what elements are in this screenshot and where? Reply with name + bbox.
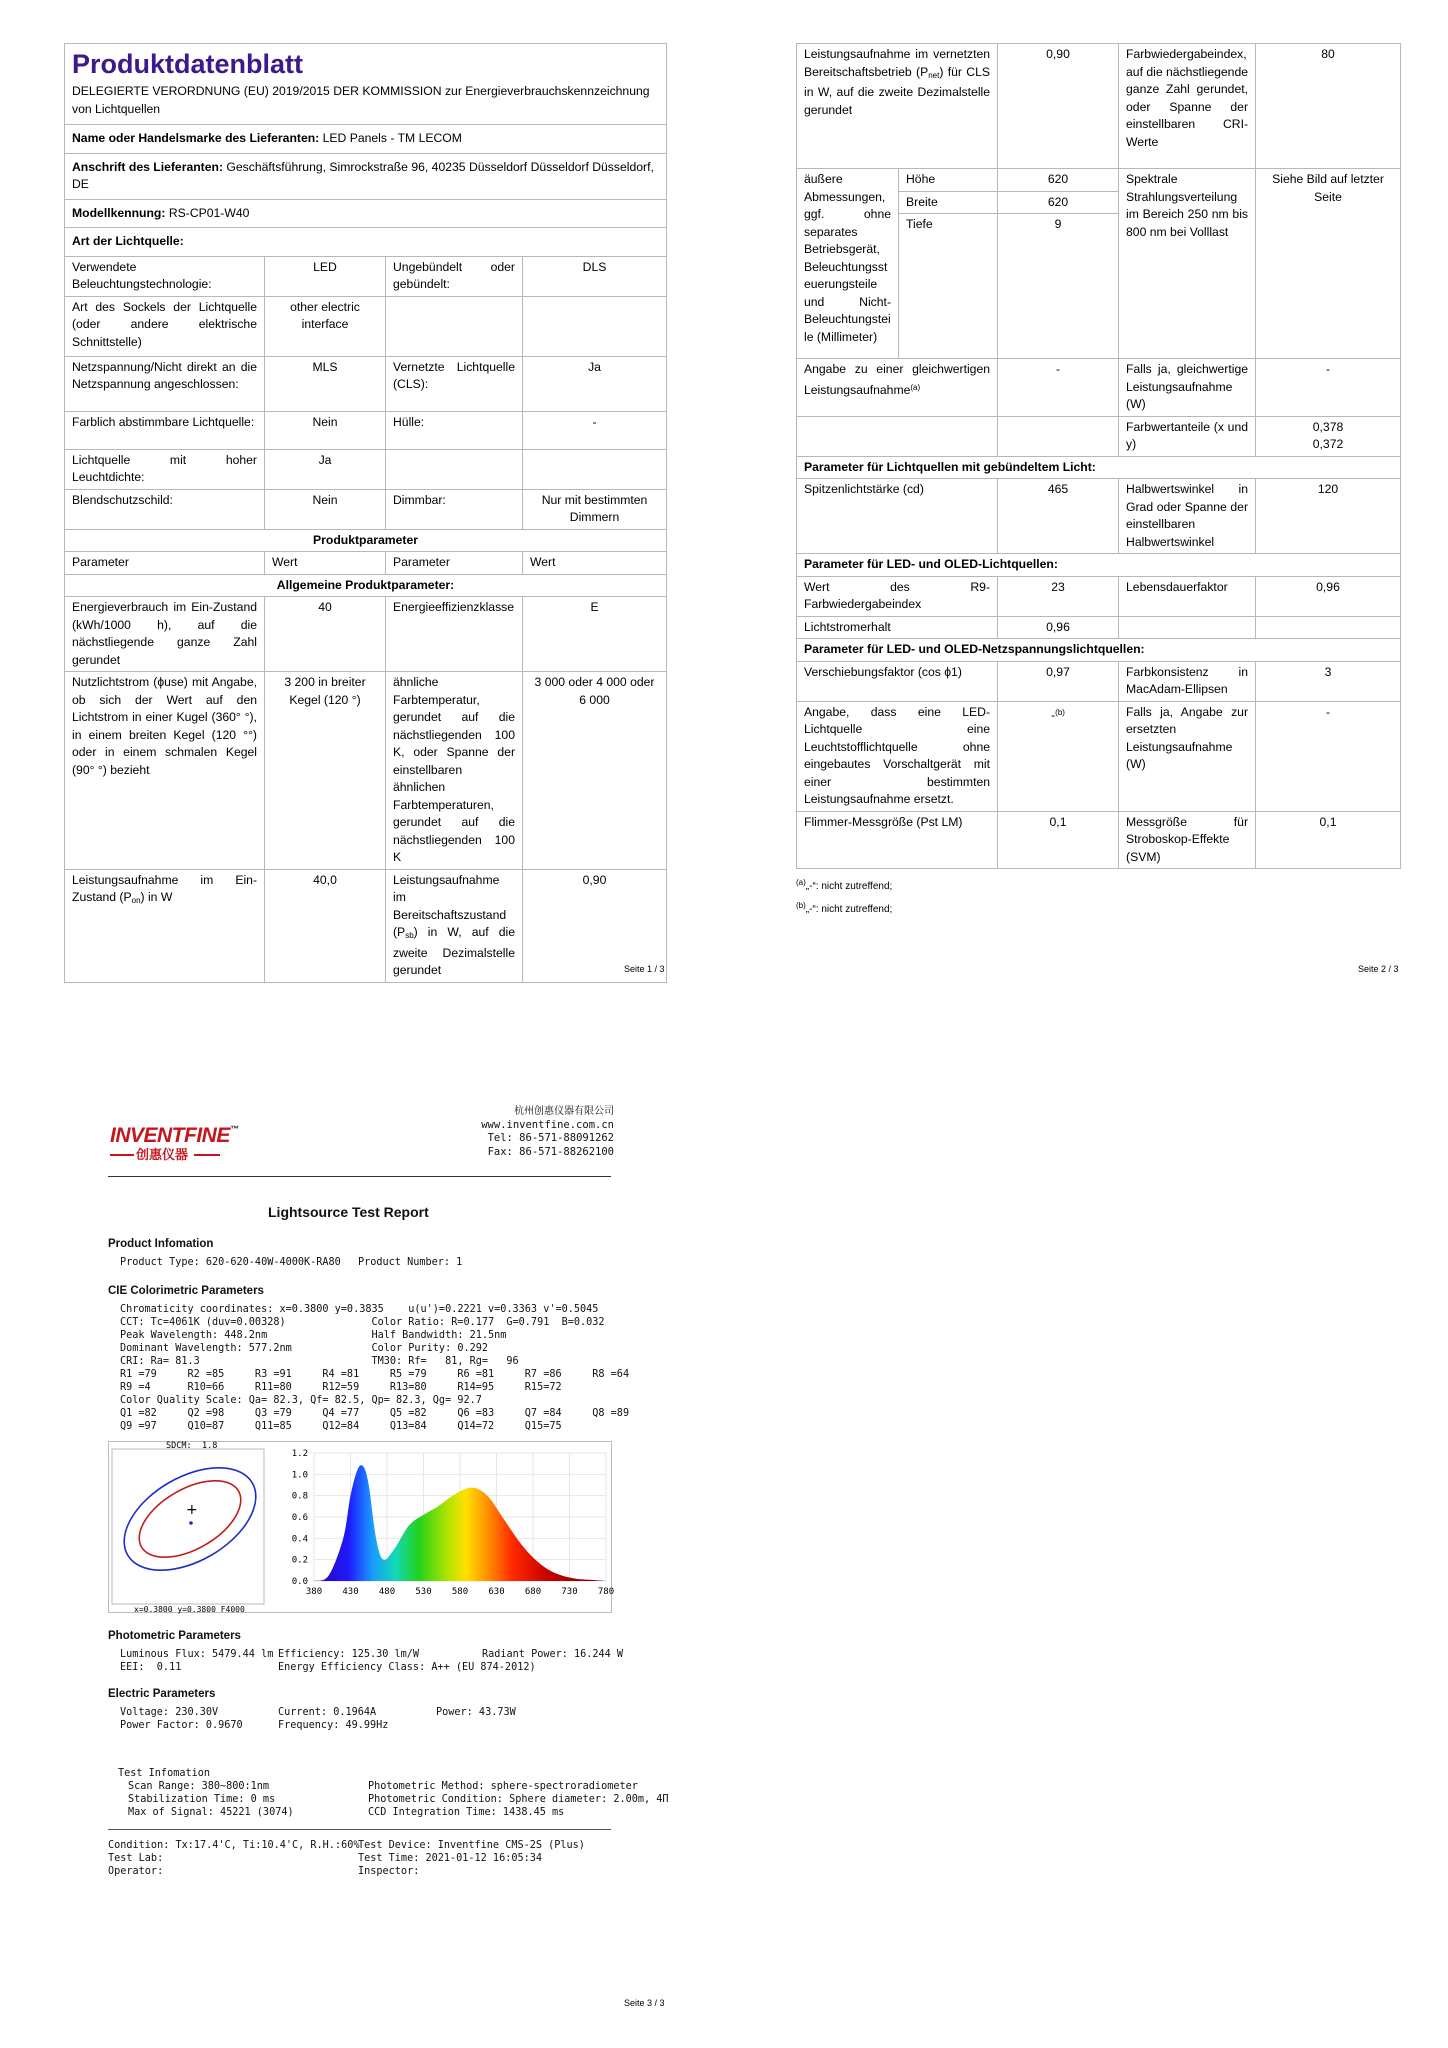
y-tick-label: 1.2	[291, 1449, 308, 1459]
row-value: Nein	[265, 489, 386, 529]
tel: Tel: 86-571-88091262	[487, 1132, 614, 1144]
replace-value-text: -	[1051, 707, 1056, 722]
y-tick-label: 0.6	[291, 1513, 308, 1523]
peak-label: Spitzenlichtstärke (cd)	[797, 479, 998, 554]
product-params-heading: Produktparameter	[65, 529, 667, 552]
width-label: Breite	[899, 191, 998, 214]
y-tick-label: 0.4	[291, 1534, 308, 1545]
logo-line-left	[110, 1154, 134, 1156]
y-tick-label: 0.8	[291, 1491, 308, 1502]
beam-value: 120	[1256, 479, 1401, 554]
regulation-text: DELEGIERTE VERORDNUNG (EU) 2019/2015 DER KOMMISSION zur Energieverbrauchskennzeichnung von Lichtquellen	[72, 84, 650, 116]
pnet-sub: net	[928, 70, 940, 80]
flux-label: Nutzlichtstrom (ϕuse) mit Angabe, ob sich der Wert auf den Lichtstrom in einer Kugel (360° °), in einem breiten Kegel (120 °°) oder in einem schmalen Kegel (90° °) bezieht	[65, 672, 265, 870]
page-1	[64, 43, 666, 983]
pf-value: 0,97	[998, 661, 1119, 701]
svm-label: Messgröße für Stroboskop-Effekte (SVM)	[1119, 811, 1256, 869]
led-heading: Parameter für LED- und OLED-Lichtquellen:	[797, 554, 1401, 577]
measured-point-dot	[189, 1521, 193, 1525]
y-tick-label: 0.0	[291, 1577, 308, 1587]
pon-label	[65, 869, 265, 982]
row-value: Nein	[265, 411, 386, 449]
product-type: Product Type: 620-620-40W-4000K-RA80	[120, 1257, 341, 1268]
footnote-a-mark: (a)	[796, 878, 806, 887]
row-label: Vernetzte Lichtquelle (CLS):	[386, 356, 523, 411]
photometric-heading: Photometric Parameters	[108, 1630, 241, 1642]
row-label: Verwendete Beleuchtungstechnologie:	[65, 256, 265, 296]
row-label: Art des Sockels der Lichtquelle (oder andere elektrische Schnittstelle)	[65, 296, 265, 356]
company-contact	[478, 1105, 614, 1159]
flicker-label: Flimmer-Messgröße (Pst LM)	[797, 811, 998, 869]
replace2-value: -	[1256, 701, 1401, 811]
chroma-value: 0,378 0,372	[1256, 416, 1401, 456]
test-device: Test Device: Inventfine CMS-2S (Plus)	[358, 1840, 585, 1851]
depth-value: 9	[998, 214, 1119, 359]
logo-line-right	[194, 1154, 220, 1156]
height-value: 620	[998, 169, 1119, 192]
report-title: Lightsource Test Report	[268, 1204, 429, 1220]
row-label	[386, 449, 523, 489]
flicker-value: 0,1	[998, 811, 1119, 869]
product-number: Product Number: 1	[358, 1257, 463, 1268]
footnote-b	[796, 896, 1400, 919]
stabilization-time: Stabilization Time: 0 ms	[128, 1794, 276, 1805]
energy-class: Energy Efficiency Class: A++ (EU 874-2012)	[278, 1662, 536, 1673]
row-value: DLS	[523, 256, 667, 296]
row-label: Hülle:	[386, 411, 523, 449]
general-params-heading: Allgemeine Produktparameter:	[65, 574, 667, 597]
x-tick-label: 430	[342, 1587, 359, 1597]
electric-heading: Electric Parameters	[108, 1688, 216, 1700]
test-lab: Test Lab:	[108, 1853, 164, 1864]
product-data-table-1	[64, 43, 667, 983]
page-title: Produktdatenblatt	[72, 49, 304, 79]
cie-line: Q9 =97 Q10=87 Q11=85 Q12=84 Q13=84 Q14=72 Q15=75	[120, 1421, 562, 1432]
scan-range: Scan Range: 380~800:1nm	[128, 1781, 270, 1792]
header-rule	[108, 1176, 611, 1177]
pon-sub: on	[131, 896, 141, 905]
row-label: Ungebündelt oder gebündelt:	[386, 256, 523, 296]
survival-label: Lebensdauerfaktor	[1119, 576, 1256, 616]
height-label: Höhe	[899, 169, 998, 192]
cie-line: Q1 =82 Q2 =98 Q3 =79 Q4 =77 Q5 =82 Q6 =83 Q7 =84 Q8 =89	[120, 1408, 630, 1419]
page-number-2: Seite 2 / 3	[1358, 964, 1399, 974]
x-tick-label: 730	[561, 1587, 578, 1597]
page-number-3: Seite 3 / 3	[624, 1998, 665, 2008]
photometric-condition: Photometric Condition: Sphere diameter: 2.00m, 4Π	[368, 1794, 669, 1805]
frequency: Frequency: 49.99Hz	[278, 1720, 389, 1731]
directional-heading: Parameter für Lichtquellen mit gebündeltem Licht:	[797, 456, 1401, 479]
eff-class-label: Energieeffizienzklasse	[386, 597, 523, 672]
depth-label: Tiefe	[899, 214, 998, 359]
voltage: Voltage: 230.30V	[120, 1707, 219, 1718]
energy-value: 40	[265, 597, 386, 672]
maint-label: Lichtstromerhalt	[797, 616, 998, 639]
r9-value: 23	[998, 576, 1119, 616]
psb-label-text: Leistungsaufnahme im Bereitschaftszustand (P	[393, 872, 507, 939]
consistency-label: Farbkonsistenz in MacAdam-Ellipsen	[1119, 661, 1256, 701]
max-signal: Max of Signal: 45221 (3074)	[128, 1807, 294, 1818]
equiv-value: -	[998, 359, 1119, 417]
row-label: Netzspannung/Nicht direkt an die Netzspannung angeschlossen:	[65, 356, 265, 411]
footnote-b-text: „-“: nicht zutreffend;	[805, 904, 893, 915]
row-value: MLS	[265, 356, 386, 411]
cie-line: Dominant Wavelength: 577.2nm Color Purity: 0.292	[120, 1343, 489, 1354]
cie-line: R9 =4 R10=66 R11=80 R12=59 R13=80 R14=95 R15=72	[120, 1382, 562, 1393]
dims-label: äußere Abmessungen, ggf. ohne separates Betriebsgerät, Beleuchtungssteuerungsteile und Nicht-Beleuchtungsteile (Millimeter)	[797, 169, 899, 359]
cie-line: Color Quality Scale: Qa= 82.3, Qf= 82.5, Qp= 82.3, Qg= 92.7	[120, 1395, 482, 1406]
footnote-a	[796, 873, 1400, 896]
flux-value: 3 200 in breiter Kegel (120 °)	[265, 672, 386, 870]
y-tick-label: 0.2	[291, 1555, 308, 1566]
footer-rule	[108, 1829, 611, 1830]
cie-line: CCT: Tc=4061K (duv=0.00328) Color Ratio: R=0.177 G=0.791 B=0.032	[120, 1317, 605, 1328]
current: Current: 0.1964A	[278, 1707, 377, 1718]
row-label: Blendschutzschild:	[65, 489, 265, 529]
cri-label: Farbwiedergabeindex, auf die nächstliegende ganze Zahl gerundet, oder Spanne der einstellbaren CRI-Werte	[1119, 44, 1256, 169]
env-condition: Condition: Tx:17.4'C, Ti:10.4'C, R.H.:60%	[108, 1840, 360, 1851]
equiv2-label: Falls ja, gleichwertige Leistungsaufnahme (W)	[1119, 359, 1256, 417]
peak-value: 465	[998, 479, 1119, 554]
cct-value: 3 000 oder 4 000 oder 6 000	[523, 672, 667, 870]
footnote-a-text: „-“: nicht zutreffend;	[805, 881, 893, 892]
company-name-cn: 杭州创惠仪器有限公司	[514, 1106, 614, 1117]
col-header-value: Wert	[523, 552, 667, 575]
equiv-sup: (a)	[910, 382, 921, 392]
eff-class-value: E	[523, 597, 667, 672]
consistency-value: 3	[1256, 661, 1401, 701]
logo-cn: 创惠仪器	[136, 1148, 189, 1163]
spectrum-plot	[292, 1449, 614, 1597]
replace2-label: Falls ja, Angabe zur ersetzten Leistungsaufnahme (W)	[1119, 701, 1256, 811]
fax: Fax: 86-571-88262100	[487, 1145, 614, 1158]
operator: Operator:	[108, 1866, 164, 1877]
cie-line: Peak Wavelength: 448.2nm Half Bandwidth: 21.5nm	[120, 1330, 507, 1341]
row-value: Ja	[265, 449, 386, 489]
company-logo	[110, 1123, 239, 1147]
row-value: -	[523, 411, 667, 449]
row-value	[523, 449, 667, 489]
light-source-type-heading: Art der Lichtquelle:	[65, 228, 667, 257]
row-value: other electric interface	[265, 296, 386, 356]
x-tick-label: 780	[597, 1587, 615, 1597]
ccd-time: CCD Integration Time: 1438.45 ms	[368, 1807, 565, 1818]
test-time: Test Time: 2021-01-12 16:05:34	[358, 1853, 543, 1864]
radiant-power: Radiant Power: 16.244 W	[482, 1649, 624, 1660]
spectral-label: Spektrale Strahlungsverteilung im Bereich 250 nm bis 800 nm bei Volllast	[1119, 169, 1256, 359]
svm-value: 0,1	[1256, 811, 1401, 869]
maint-value: 0,96	[998, 616, 1119, 639]
replace-sup: (b)	[1055, 707, 1065, 717]
supplier-value: LED Panels - TM LECOM	[322, 131, 462, 145]
xy-caption: x=0.3800 y=0.3800 F4000	[134, 1605, 245, 1614]
col-header-param: Parameter	[386, 552, 523, 575]
x-tick-label: 530	[415, 1587, 432, 1597]
footnote-b-mark: (b)	[796, 901, 806, 910]
website: www.inventfine.com.cn	[481, 1118, 614, 1131]
test-info-heading: Test Infomation	[118, 1768, 211, 1779]
page-2	[796, 43, 1400, 919]
pon-label-text-2: ) in W	[140, 890, 173, 904]
row-value: LED	[265, 256, 386, 296]
replace-value	[998, 701, 1119, 811]
pnet-value: 0,90	[998, 44, 1119, 169]
equiv-label-text: Angabe zu einer gleichwertigen Leistungsaufnahme	[804, 362, 991, 397]
cct-label: ähnliche Farbtemperatur, gerundet auf die nächstliegenden 100 K, oder Spanne der einstellbaren ähnlichen Farbtemperaturen, gerundet auf die nächstliegenden 100 K	[386, 672, 523, 870]
eei: EEI: 0.11	[120, 1662, 182, 1673]
energy-label: Energieverbrauch im Ein-Zustand (kWh/1000 h), auf die nächstliegende ganze Zahl gerundet	[65, 597, 265, 672]
model-value: RS-CP01-W40	[168, 205, 250, 220]
cie-line: Chromaticity coordinates: x=0.3800 y=0.3835 u(u')=0.2221 v=0.3363 v'=0.5045	[120, 1304, 599, 1315]
spectral-value: Siehe Bild auf letzter Seite	[1256, 169, 1401, 359]
psb-label-text-2: ) in W, auf die zweite Dezimalstelle gerundet	[393, 925, 515, 977]
pnet-label-text-2: ) für CLS in W, auf die zweite Dezimalstelle gerundet	[804, 64, 991, 117]
logo-text: INVENTFINE	[110, 1124, 230, 1147]
power-factor: Power Factor: 0.9670	[120, 1720, 243, 1731]
product-data-table-2	[796, 43, 1401, 869]
x-tick-label: 380	[305, 1587, 323, 1597]
x-tick-label: 630	[488, 1587, 505, 1597]
replace-label: Angabe, dass eine LED-Lichtquelle eine Leuchtstofflichtquelle ohne eingebautes Vorschaltgerät mit einer bestimmten Leistungsaufnahme ersetzt.	[797, 701, 998, 811]
cri-value: 80	[1256, 44, 1401, 169]
measured-point-cross: +	[186, 1502, 198, 1518]
efficiency: Efficiency: 125.30 lm/W	[278, 1649, 420, 1660]
logo-tm: ™	[229, 1124, 239, 1134]
x-tick-label: 580	[451, 1587, 469, 1597]
address-value: Geschäftsführung, Simrockstraße 96, 40235 Düsseldorf Düsseldorf Düsseldorf, DE	[72, 159, 654, 191]
cie-line: R1 =79 R2 =85 R3 =91 R4 =81 R5 =79 R6 =81 R7 =86 R8 =64	[120, 1369, 630, 1380]
r9-label: Wert des R9-Farbwiedergabeindex	[797, 576, 998, 616]
pon-label-text: Leistungsaufnahme im Ein-Zustand (P	[72, 872, 257, 904]
luminous-flux: Luminous Flux: 5479.44 lm	[120, 1649, 274, 1660]
x-tick-label: 680	[524, 1587, 542, 1597]
row-label: Lichtquelle mit hoher Leuchtdichte:	[65, 449, 265, 489]
row-value: Nur mit bestimmten Dimmern	[523, 489, 667, 529]
width-value: 620	[998, 191, 1119, 214]
pnet-label-text: Leistungsaufnahme im vernetzten Bereitschaftsbetrieb (P	[804, 47, 991, 79]
pon-value: 40,0	[265, 869, 386, 982]
psb-label	[386, 869, 523, 982]
equiv-label	[797, 359, 998, 417]
psb-value: 0,90	[523, 869, 667, 982]
supplier-label: Name oder Handelsmarke des Lieferanten:	[72, 131, 320, 145]
equiv2-value: -	[1256, 359, 1401, 417]
power: Power: 43.73W	[436, 1707, 516, 1718]
row-value	[523, 296, 667, 356]
cie-heading: CIE Colorimetric Parameters	[108, 1285, 264, 1297]
row-label	[386, 296, 523, 356]
row-value: Ja	[523, 356, 667, 411]
sdcm-label: SDCM:	[166, 1441, 192, 1451]
col-header-param: Parameter	[65, 552, 265, 575]
y-tick-label: 1.0	[291, 1470, 308, 1481]
product-info-heading: Product Infomation	[108, 1238, 214, 1250]
pnet-label	[797, 44, 998, 169]
row-label: Farblich abstimmbare Lichtquelle:	[65, 411, 265, 449]
pf-label: Verschiebungsfaktor (cos ϕ1)	[797, 661, 998, 701]
sdcm-value: 1.8	[202, 1441, 218, 1451]
chart-panel	[108, 1441, 615, 1614]
mains-heading: Parameter für LED- und OLED-Netzspannungslichtquellen:	[797, 639, 1401, 662]
psb-sub: sb	[405, 931, 414, 940]
cie-line: CRI: Ra= 81.3 TM30: Rf= 81, Rg= 96	[120, 1356, 519, 1367]
survival-value: 0,96	[1256, 576, 1401, 616]
address-label: Anschrift des Lieferanten:	[72, 159, 224, 174]
chroma-label: Farbwertanteile (x und y)	[1119, 416, 1256, 456]
x-tick-label: 480	[378, 1587, 396, 1597]
col-header-value: Wert	[265, 552, 386, 575]
row-label: Dimmbar:	[386, 489, 523, 529]
photometric-method: Photometric Method: sphere-spectroradiometer	[368, 1781, 638, 1792]
model-label: Modellkennung:	[72, 205, 166, 220]
page-number-1: Seite 1 / 3	[624, 964, 665, 974]
beam-label: Halbwertswinkel in Grad oder Spanne der einstellbaren Halbwertswinkel	[1119, 479, 1256, 554]
inspector: Inspector:	[358, 1866, 420, 1877]
